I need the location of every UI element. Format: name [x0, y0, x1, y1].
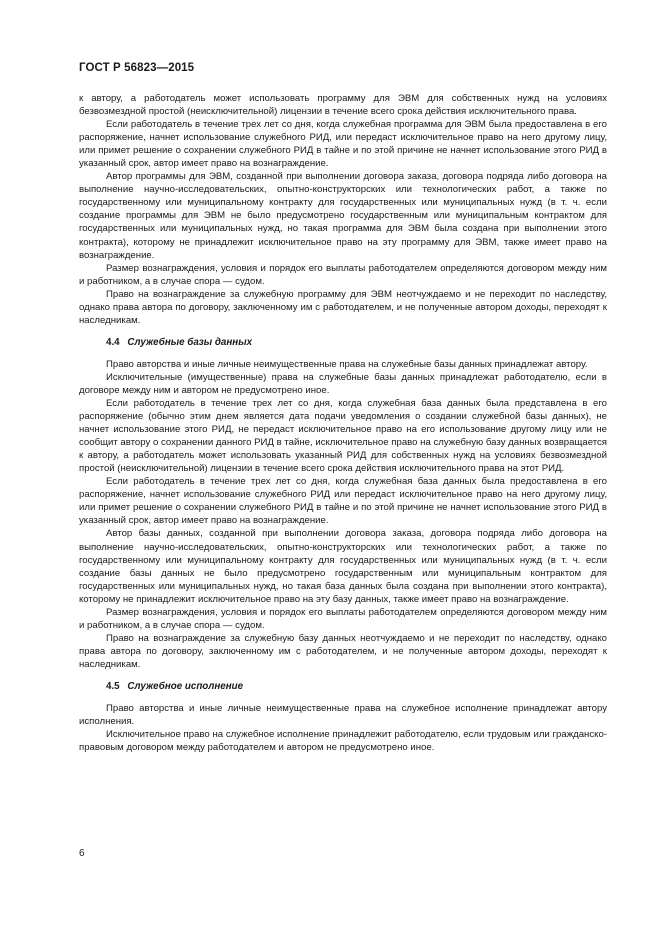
paragraph: Если работодатель в течение трех лет со дня, когда служебная база данных была предоставлена в его распоряжение, начнет использование служебного РИД или передаст исключительное право на него другому лицу, или примет решение о сохранении служебного РИД в тайне и по этой причине не начнет использование этого РИД в указанный срок, автор имеет право на вознаграждение.: [79, 476, 607, 527]
paragraph: Если работодатель в течение трех лет со дня, когда служебная программа для ЭВМ была предоставлена в его распоряжение, начнет использование служебного РИД, или передаст исключительное право на него другому лицу, или примет решение о сохранении служебного РИД в тайне и по этой причине не начнет использование этого РИД в указанный срок, автор имеет право на вознаграждение.: [79, 119, 607, 170]
paragraph: Размер вознаграждения, условия и порядок его выплаты работодателем определяются договором между ним и работником, а в случае спора — судом.: [79, 262, 607, 287]
section-heading-4-5: [79, 680, 607, 693]
paragraph: Исключительное право на служебное исполнение принадлежит работодателю, если трудовым или гражданско-правовым договором между работодателем и автором не предусмотрено иное.: [79, 729, 607, 754]
page-number: 6: [79, 848, 85, 859]
paragraph: Право на вознаграждение за служебную программу для ЭВМ неотчуждаемо и не переходит по наследству, однако права автора по договору, заключенному им с работодателем, и не полученные автором доходы, переходят к наследникам.: [79, 288, 607, 326]
section-title: Служебные базы данных: [127, 336, 253, 348]
paragraph: Автор программы для ЭВМ, созданной при выполнении договора заказа, договора подряда либо договора на выполнение научно-исследовательских, опытно-конструкторских или технологических работ, а также по государственному или муниципальному контракту для государственных или муниципальных нужд (в т. ч. если создание программы для ЭВМ не было предусмотрено государственным или муниципальным контрактом для государственных или муниципальных нужд, но такая программа для ЭВМ была создана при выполнении этого контракта), которому не принадлежит исключительное право на эту программу для ЭВМ, также имеет право на вознаграждение.: [79, 171, 607, 261]
paragraph: Право авторства и иные личные неимущественные права на служебные базы данных принадлежат автору.: [106, 358, 588, 370]
paragraph: Автор базы данных, созданной при выполнении договора заказа, договора подряда либо договора на выполнение научно-исследовательских, опытно-конструкторских или технологических работ, а также по государственному или муниципальному контракту для государственных или муниципальных нужд (в т. ч. если создание базы данных не было предусмотрено государственным или муниципальным контрактом для государственных или муниципальных нужд, но такая база данных была создана при выполнении этого контракта), которому не принадлежит исключительное право на эту базу данных, также имеет право на вознаграждение.: [79, 528, 607, 605]
paragraph: Если работодатель в течение трех лет со дня, когда служебная база данных была представлена в его распоряжение (обычно этим днем является дата подачи уведомления о создании служебной базы данных), не начнет использование этого РИД, не передаст исключительное право на его использование другому лицу или не сообщит автору о сохранении данного РИД в тайне, исключительное право на служебную базу данных возвращается к автору, а работодатель может использовать указанный РИД для собственных нужд на условиях безвозмездной простой (неисключительной) лицензии в течение всего срока действия исключительного права на этот РИД.: [79, 397, 607, 475]
paragraph: Исключительные (имущественные) права на служебные базы данных принадлежат работодателю, если в договоре между ним и автором не предусмотрено иное.: [79, 371, 607, 396]
paragraph: Право авторства и иные личные неимущественные права на служебное исполнение принадлежат автору исполнения.: [79, 702, 607, 728]
paragraph: Размер вознаграждения, условия и порядок его выплаты работодателем определяются договором между ним и работником, а в случае спора — судом.: [79, 606, 607, 631]
document-header: ГОСТ Р 56823—2015: [79, 62, 195, 74]
section-title: Служебное исполнение: [127, 680, 244, 692]
section-number: 4.5: [106, 680, 120, 692]
document-body: [79, 92, 607, 754]
section-heading-4-4: [79, 336, 607, 349]
paragraph: Право на вознаграждение за служебную базу данных неотчуждаемо и не переходит по наследству, однако права автора по договору, заключенному им с работодателем, и не полученные автором доходы, переходят к наследникам.: [79, 632, 607, 670]
paragraph: к автору, а работодатель может использовать программу для ЭВМ для собственных нужд на условиях безвозмездной простой (неисключительной) лицензии в течение всего срока действия исключительного права.: [79, 93, 607, 118]
section-number: 4.4: [106, 336, 120, 348]
